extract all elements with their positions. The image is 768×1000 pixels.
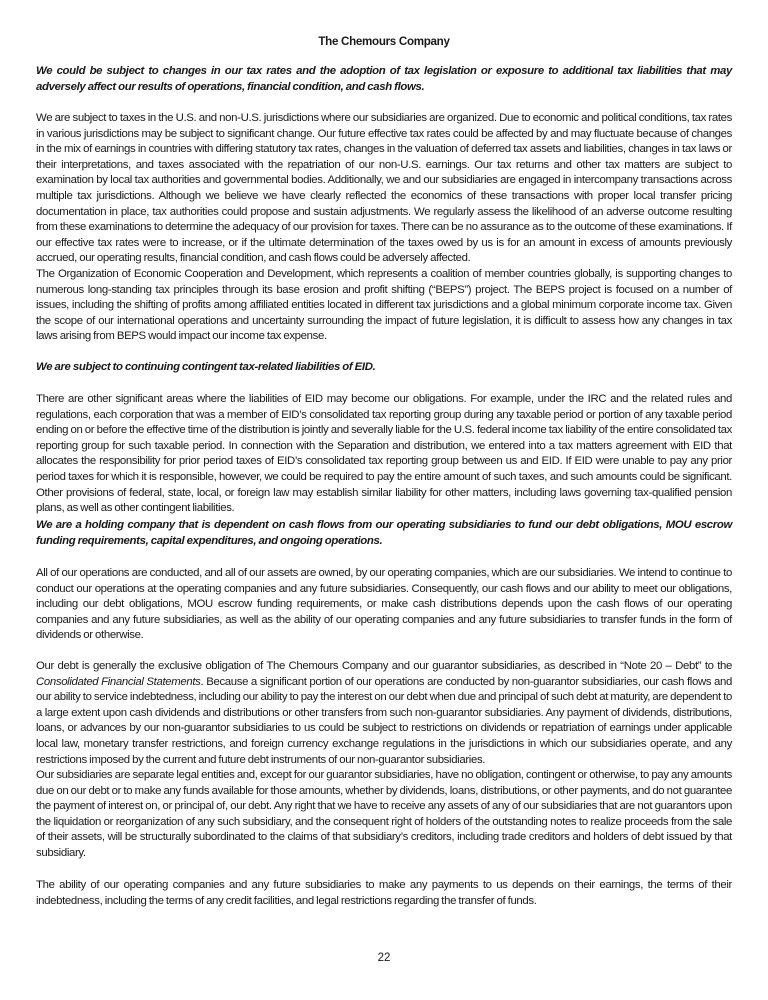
- paragraph-payment-ability: The ability of our operating companies and any future subsidiaries to make any payments to us depends on their earnings, the terms of their indebtedness, including the terms of any credit facilities, and legal restrictions regarding the transfer of funds.: [36, 879, 732, 907]
- section-heading-tax-rates: We could be subject to changes in our tax rates and the adoption of tax legislation or exposure to additional tax liabilities that may adversely affect our results of operations, financial condition, and cash flows.: [36, 65, 732, 93]
- paragraph-debt-obligation: [36, 659, 732, 768]
- paragraph-operations-subsidiaries: All of our operations are conducted, and all of our assets are owned, by our operating companies, which are our subsidiaries. We intend to continue to conduct our operations at the operating companies and any future subsidiaries. Consequently, our cash flows and our ability to meet our obligations, including our debt obligations, MOU escrow funding requirements, or make cash distributions depends upon the cash flows of our operating companies and any future subsidiaries, as well as the ability of our operating companies and any future subsidiaries to transfer funds in the form of dividends or otherwise.: [36, 567, 732, 642]
- paragraph-eid-obligations: There are other significant areas where the liabilities of EID may become our obligations. For example, under the IRC and the related rules and regulations, each corporation that was a member of EID’s consolidated tax reporting group during any taxable period or portion of any taxable period ending on or before the effective time of the distribution is jointly and severally liable for the U.S. federal income tax liability of the entire consolidated tax reporting group for such taxable period. In connection with the Separation and distribution, we entered into a tax matters agreement with EID that allocates the responsibility for prior period taxes of EID’s consolidated tax reporting group between us and EID. If EID were unable to pay any prior period taxes for which it is responsible, however, we could be required to pay the entire amount of such taxes, and such amounts could be significant. Other provisions of federal, state, local, or foreign law may establish similar liability for other matters, including laws governing tax-qualified pension plans, as well as other contingent liabilities.: [36, 393, 732, 515]
- page-number: 22: [377, 952, 391, 964]
- consolidated-statements-reference: Consolidated Financial Statements: [36, 675, 201, 688]
- section-heading-holding-company: We are a holding company that is dependent on cash flows from our operating subsidiaries to fund our debt obligations, MOU escrow funding requirements, capital expenditures, and ongoing operations.: [36, 519, 732, 547]
- debt-text-part2: . Because a significant portion of our operations are conducted by non-guarantor subsidiaries, our cash flows and our ability to service indebtedness, including our ability to pay the interest on our debt when due and principal of such debt at maturity, are dependent to a large extent upon cash dividends and distributions or other transfers from such non-guarantor subsidiaries. Any payment of dividends, distributions, loans, or advances by our non-guarantor subsidiaries to us could be subject to restrictions on dividends or repatriation of earnings under applicable local law, monetary transfer restrictions, and foreign currency exchange regulations in the jurisdictions in which our subsidiaries operate, and any restrictions imposed by the current and future debt instruments of our non-guarantor subsidiaries.: [36, 675, 732, 766]
- paragraph-tax-jurisdictions: We are subject to taxes in the U.S. and non-U.S. jurisdictions where our subsidiaries are organized. Due to economic and political conditions, tax rates in various jurisdictions may be subject to significant change. Our future effective tax rates could be affected by and may fluctuate because of changes in the mix of earnings in countries with differing statutory tax rates, changes in the valuation of deferred tax assets and liabilities, changes in tax laws or their interpretations, and taxes associated with the repatriation of our non-U.S. earnings. Our tax returns and other tax matters are subject to examination by local tax authorities and governmental bodies. Additionally, we and our subsidiaries are engaged in intercompany transactions across multiple tax jurisdictions. Although we believe we have clearly reflected the economics of these transactions with proper local transfer pricing documentation in place, tax authorities could propose and sustain adjustments. We regularly assess the likelihood of an adverse outcome resulting from these examinations to determine the adequacy of our provision for taxes. There can be no assurance as to the outcome of these examinations. If our effective tax rates were to increase, or if the ultimate determination of the taxes owed by us is for an amount in excess of amounts previously accrued, our operating results, financial condition, and cash flows could be adversely affected.: [36, 112, 732, 265]
- debt-text-part1: Our debt is generally the exclusive obligation of The Chemours Company and our guarantor subsidiaries, as described in “Note 20 – Debt” to the: [36, 660, 732, 672]
- paragraph-beps: The Organization of Economic Cooperation and Development, which represents a coalition of member countries globally, is supporting changes to numerous long-standing tax principles through its base erosion and profit shifting (“BEPS”) project. The BEPS project is focused on a number of issues, including the shifting of profits among affiliated entities located in different tax jurisdictions and a global minimum corporate income tax. Given the scope of our international operations and uncertainty surrounding the impact of future legislation, it is difficult to assess how any changes in tax laws arising from BEPS would impact our income tax expense.: [36, 268, 732, 343]
- section-heading-eid-liabilities: We are subject to continuing contingent tax-related liabilities of EID.: [36, 361, 376, 373]
- paragraph-separate-legal-entities: Our subsidiaries are separate legal entities and, except for our guarantor subsidiaries, have no obligation, contingent or otherwise, to pay any amounts due on our debt or to make any funds available for those amounts, whether by dividends, loans, distributions, or other payments, and do not guarantee the payment of interest on, or principal of, our debt. Any right that we have to receive any assets of any of our subsidiaries that are not guarantors upon the liquidation or reorganization of any such subsidiary, and the consequent right of holders of the outstanding notes to realize proceeds from the sale of their assets, will be structurally subordinated to the claims of that subsidiary’s creditors, including trade creditors and holders of debt issued by that subsidiary.: [36, 769, 732, 859]
- page-header-title: The Chemours Company: [318, 35, 450, 48]
